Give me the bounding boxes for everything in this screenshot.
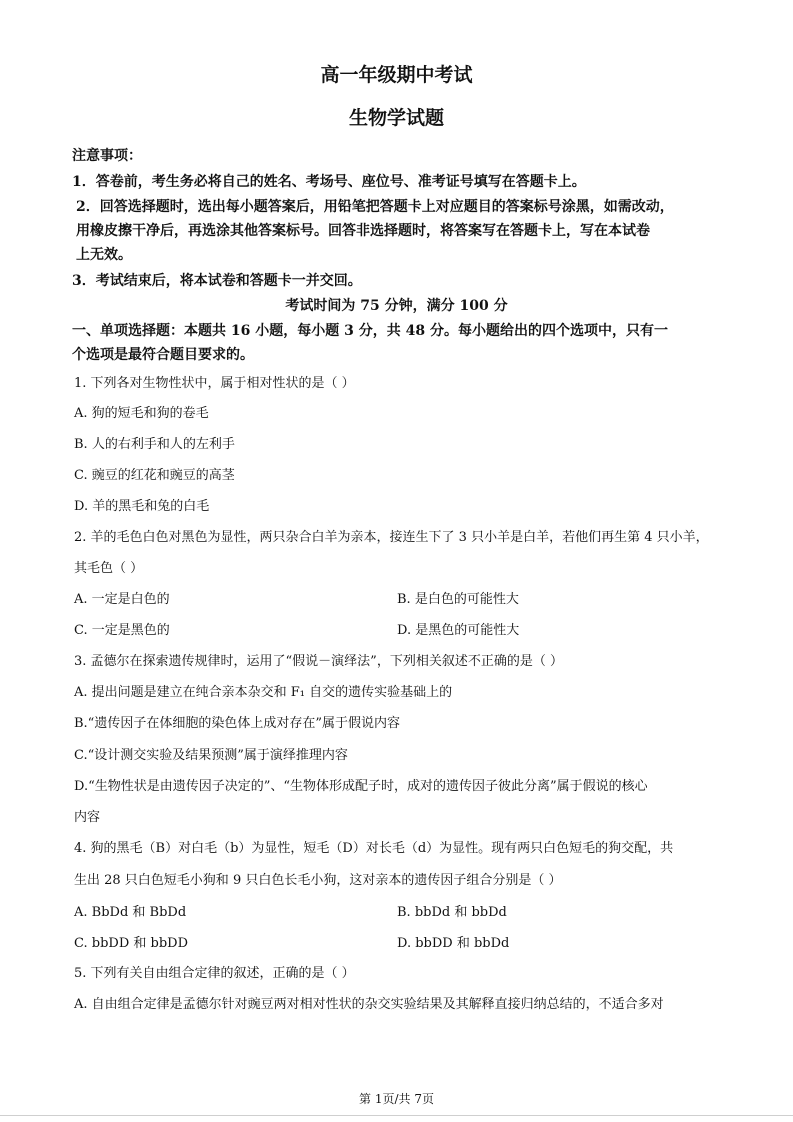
- page-number: 第 1页/共 7页: [359, 1092, 434, 1106]
- question-4-option-a: A. BbDd 和 BbDd: [74, 905, 187, 920]
- question-1-stem: 1. 下列各对生物性状中，属于相对性状的是（ ）: [74, 376, 355, 391]
- question-3-option-d-line-1: D.“生物性状是由遗传因子决定的”、“生物体形成配子时，成对的遗传因子彼此分离”属于假说的核心: [74, 779, 648, 794]
- section-heading-line-2: 个选项是最符合题目要求的。: [72, 347, 254, 363]
- question-1-option-a: A. 狗的短毛和狗的卷毛: [74, 406, 209, 421]
- notice-heading: 注意事项：: [72, 148, 142, 164]
- question-4-stem-line-1: 4. 狗的黑毛（B）对白毛（b）为显性，短毛（D）对长毛（d）为显性。现有两只白色短毛的狗交配，共: [74, 841, 674, 856]
- question-3-option-c: C.“设计测交实验及结果预测”属于演绎推理内容: [74, 748, 348, 763]
- question-2-stem-line-1: 2. 羊的毛色白色对黑色为显性，两只杂合白羊为亲本，接连生下了 3 只小羊是白羊，若他们再生第 4 只小羊，: [74, 530, 709, 545]
- notice-item-3: 3．考试结束后，将本试卷和答题卡一并交回。: [72, 273, 362, 289]
- question-5-stem: 5. 下列有关自由组合定律的叙述，正确的是（ ）: [74, 966, 355, 981]
- question-1-option-b: B. 人的右利手和人的左利手: [74, 437, 235, 452]
- question-4-option-c: C. bbDD 和 bbDD: [74, 936, 188, 951]
- question-2-option-b: B. 是白色的可能性大: [397, 592, 519, 607]
- question-1-option-c: C. 豌豆的红花和豌豆的高茎: [74, 468, 235, 483]
- notice-item-2-line-1: 2．回答选择题时，选出每小题答案后，用铅笔把答题卡上对应题目的答案标号涂黑，如需改动，: [76, 199, 674, 215]
- question-2-stem-line-2: 其毛色（ ）: [74, 561, 144, 576]
- question-3-stem: 3. 孟德尔在探索遗传规律时，运用了“假说－演绎法”，下列相关叙述不正确的是（ ）: [74, 654, 563, 669]
- question-2-option-d: D. 是黑色的可能性大: [397, 623, 520, 638]
- footer-divider: [0, 1115, 793, 1116]
- question-3-option-b: B.“遗传因子在体细胞的染色体上成对存在”属于假说内容: [74, 716, 400, 731]
- exam-info: 考试时间为 75 分钟，满分 100 分: [285, 298, 508, 314]
- page-title: 高一年级期中考试: [320, 64, 473, 86]
- question-4-option-d: D. bbDD 和 bbDd: [397, 936, 510, 951]
- question-4-stem-line-2: 生出 28 只白色短毛小狗和 9 只白色长毛小狗，这对亲本的遗传因子组合分别是（ ）: [74, 873, 562, 888]
- notice-item-2-line-3: 上无效。: [76, 247, 132, 263]
- question-3-option-d-line-2: 内容: [74, 810, 101, 825]
- question-5-option-a: A. 自由组合定律是孟德尔针对豌豆两对相对性状的杂交实验结果及其解释直接归纳总结的，不适合多对: [74, 997, 664, 1012]
- page-subtitle: 生物学试题: [348, 107, 444, 129]
- question-3-option-a: A. 提出问题是建立在纯合亲本杂交和 F₁ 自交的遗传实验基础上的: [74, 685, 453, 700]
- question-2-option-a: A. 一定是白色的: [74, 592, 170, 607]
- question-1-option-d: D. 羊的黑毛和兔的白毛: [74, 499, 210, 514]
- notice-item-2-line-2: 用橡皮擦干净后，再选涂其他答案标号。回答非选择题时，将答案写在答题卡上，写在本试卷: [76, 223, 650, 239]
- section-heading-line-1: 一、单项选择题：本题共 16 小题，每小题 3 分，共 48 分。每小题给出的四个选项中，只有一: [72, 323, 668, 339]
- question-4-option-b: B. bbDd 和 bbDd: [397, 905, 507, 920]
- question-2-option-c: C. 一定是黑色的: [74, 623, 170, 638]
- notice-item-1: 1．答卷前，考生务必将自己的姓名、考场号、座位号、准考证号填写在答题卡上。: [72, 174, 586, 190]
